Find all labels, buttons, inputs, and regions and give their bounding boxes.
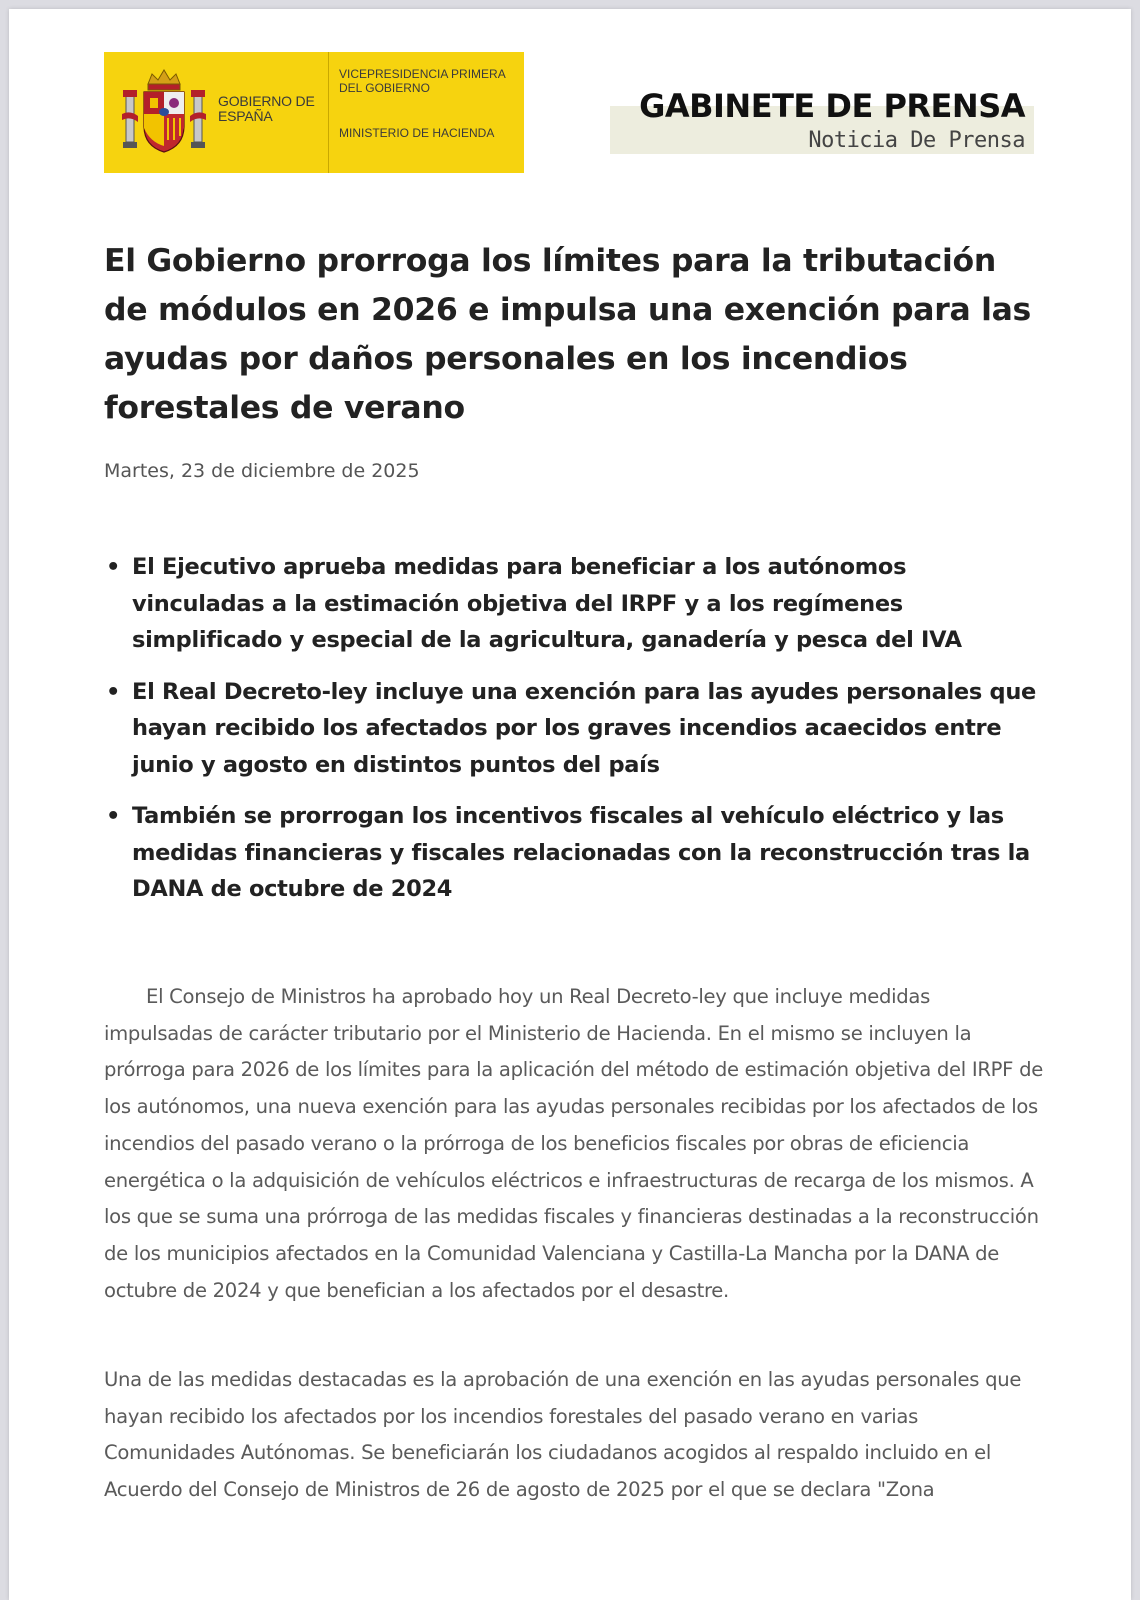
highlight-item: • También se prorrogan los incentivos fiscales al vehículo eléctrico y las medidas financieras y fiscales relacionadas con la reconstrucción tras la DANA de octubre de 2024 bbox=[104, 798, 1044, 908]
highlight-item: • El Ejecutivo aprueba medidas para beneficiar a los autónomos vinculadas a la estimación objetiva del IRPF y a los regímenes simplificado y especial de la agricultura, ganadería y pesca del IVA bbox=[104, 549, 1044, 659]
coat-of-arms-icon bbox=[122, 66, 206, 158]
page-title: El Gobierno prorroga los límites para la tributación de módulos en 2026 e impulsa una exención para las ayudas por daños personales en los incendios forestales de verano bbox=[104, 243, 1031, 426]
gabinete-title: GABINETE DE PRENSA bbox=[639, 87, 1025, 125]
highlight-item: • El Real Decreto-ley incluye una exención para las ayudes personales que hayan recibido los afectados por los graves incendios acaecidos entre junio y agosto en distintos puntos del país bbox=[104, 674, 1044, 784]
gobierno-de-espana-label: GOBIERNO DE ESPAÑA bbox=[218, 93, 315, 124]
noticia-subtitle: Noticia De Prensa bbox=[808, 128, 1025, 153]
logo-divider bbox=[328, 52, 329, 173]
body-paragraph: El Consejo de Ministros ha aprobado hoy un Real Decreto-ley que incluye medidas impulsadas de carácter tributario por el Ministerio de Hacienda. En el mismo se incluyen la prórroga para 2026 de los límites para la aplicación del método de estimación objetiva del IRPF de los autónomos, una nueva exención para las ayudas personales recibidas por los afectados de los incendios del pasado verano o la prórroga de los beneficios fiscales por obras de eficiencia energética o la adquisición de vehículos eléctricos e infraestructuras de recarga de los mismos. A los que se suma una prórroga de las medidas fiscales y financieras destinadas a la reconstrucción de los municipios afectados en la Comunidad Valenciana y Castilla-La Mancha por la DANA de octubre de 2024 y que benefician a los afectados por el desastre. bbox=[104, 985, 1043, 1302]
body-paragraph: Una de las medidas destacadas es la aprobación de una exención en las ayudas personales que hayan recibido los afectados por los incendios forestales del pasado verano en varias Comunidades Autónomas. Se beneficiarán los ciudadanos acogidos al respaldo incluido en el Acuerdo del Consejo de Ministros de 26 de agosto de 2025 por el que se declara "Zona bbox=[104, 1368, 1022, 1502]
ministerio-label: MINISTERIO DE HACIENDA bbox=[339, 126, 495, 140]
vicepresidencia-label: VICEPRESIDENCIA PRIMERA DEL GOBIERNO bbox=[339, 67, 506, 95]
document-page bbox=[9, 9, 1131, 1600]
publication-date: Martes, 23 de diciembre de 2025 bbox=[104, 460, 420, 482]
government-logo-block bbox=[104, 52, 524, 173]
highlights-list bbox=[104, 549, 1044, 923]
